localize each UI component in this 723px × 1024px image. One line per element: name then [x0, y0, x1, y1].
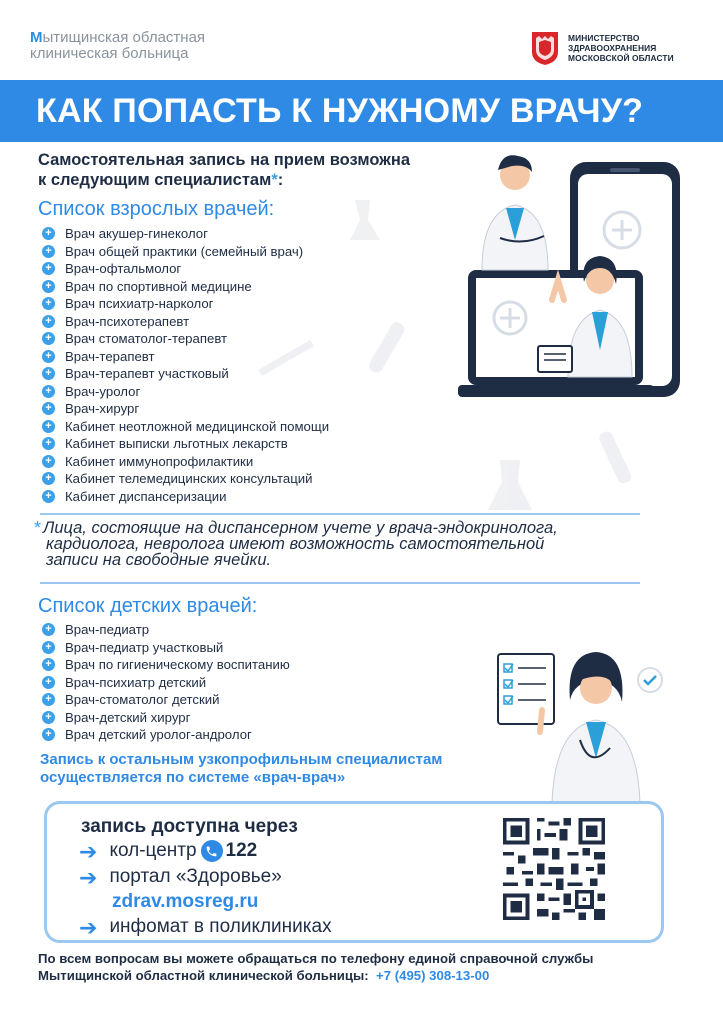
portal-label: портал «Здоровье» [109, 866, 282, 887]
doctor-label: Врач-терапевт [65, 348, 155, 364]
hospital-name-line1-text: ытищинская областная [42, 29, 206, 46]
plus-circle-icon: + [42, 641, 55, 654]
arrow-right-icon: ➔ [79, 864, 98, 890]
list-item [42, 639, 290, 657]
doctor-label: Врач стоматолог-терапевт [65, 331, 228, 347]
plus-circle-icon: + [42, 350, 55, 363]
intro-colon: : [277, 171, 284, 189]
doctor-label: Врач по спортивной медицине [65, 278, 252, 294]
footnote-line3: записи на свободные ячейки. [46, 551, 272, 569]
intro-text [38, 150, 468, 190]
doctor-label: Врач акушер-гинеколог [65, 226, 208, 242]
arrow-right-icon: ➔ [79, 914, 98, 940]
children-doctor-list [42, 621, 290, 744]
plus-circle-icon: + [42, 420, 55, 433]
list-item [42, 674, 290, 692]
moscow-region-emblem-icon [530, 30, 560, 66]
hospital-name [30, 30, 205, 62]
kiosk-line [79, 916, 332, 938]
doctor-label: Врач-уролог [65, 383, 141, 399]
plus-circle-icon: + [42, 385, 55, 398]
doctor-label: Врач-психотерапевт [65, 313, 190, 329]
intro-line1: Самостоятельная запись на прием возможна [38, 151, 411, 169]
plus-circle-icon: + [42, 728, 55, 741]
call-center-line [79, 840, 257, 862]
plus-circle-icon: + [42, 658, 55, 671]
doctor-label: Врач-терапевт участковый [65, 366, 229, 382]
footnote-line1-text: Лица, состоящие на диспансерном учете у врача-эндокринолога, [43, 519, 558, 537]
title-banner [0, 80, 723, 142]
plus-circle-icon: + [42, 693, 55, 706]
list-item [42, 656, 290, 674]
contact-line2-text: Мытищинской областной клинической больницы: [38, 968, 369, 983]
doctor-label: Врач-офтальмолог [65, 261, 182, 277]
doctor-label: Врач-педиатр [65, 622, 150, 638]
contact-info [38, 950, 698, 984]
call-center-number[interactable]: 122 [225, 840, 258, 861]
doctor-label: Врач-стоматолог детский [65, 692, 220, 708]
footnote-line1 [34, 520, 664, 536]
divider-bottom [40, 582, 640, 584]
portal-line [79, 866, 282, 888]
intro-line2 [38, 170, 468, 190]
list-item [42, 691, 290, 709]
doctor-label: Врач-детский хирург [65, 709, 191, 725]
ministry-logo [530, 30, 674, 66]
doctor-label: Кабинет неотложной медицинской помощи [65, 418, 330, 434]
plus-circle-icon: + [42, 711, 55, 724]
doctor-label: Кабинет диспансеризации [65, 488, 227, 504]
adult-list-title: Список взрослых врачей: [38, 198, 275, 220]
decorative-lab-icons [230, 190, 660, 550]
children-list-title: Список детских врачей: [38, 595, 258, 617]
plus-circle-icon: + [42, 262, 55, 275]
doctor-label: Врач детский уролог-андролог [65, 727, 252, 743]
kiosk-label: инфомат в поликлиниках [109, 916, 332, 937]
plus-circle-icon: + [42, 623, 55, 636]
list-item [42, 726, 290, 744]
booking-channels-title: запись доступна через [81, 816, 298, 837]
phone-icon [201, 840, 223, 862]
plus-circle-icon: + [42, 245, 55, 258]
arrow-right-icon: ➔ [79, 838, 98, 864]
referral-note [40, 751, 540, 787]
referral-line1: Запись к остальным узкопрофильным специалистам [40, 751, 443, 768]
call-center-label: кол-центр [109, 840, 197, 861]
page-title: КАК ПОПАСТЬ К НУЖНОМУ ВРАЧУ? [36, 92, 644, 130]
doctor-label: Врач-психиатр детский [65, 674, 207, 690]
footnote-line2: кардиолога, невролога имеют возможность самостоятельной [46, 535, 545, 553]
doctor-label: Врач общей практики (семейный врач) [65, 243, 304, 259]
doctor-label: Врач психиатр-нарколог [65, 296, 214, 312]
plus-circle-icon: + [42, 402, 55, 415]
doctor-label: Кабинет иммунопрофилактики [65, 453, 254, 469]
booking-channels-box [44, 801, 664, 943]
ministry-line3: МОСКОВСКОЙ ОБЛАСТИ [568, 53, 674, 63]
ministry-line2: ЗДРАВООХРАНЕНИЯ [568, 43, 657, 53]
contact-line2 [38, 967, 698, 984]
intro-asterisk: * [271, 171, 278, 189]
referral-line2: осуществляется по системе «врач-врач» [40, 769, 346, 786]
plus-circle-icon: + [42, 676, 55, 689]
intro-line2-text: к следующим специалистам [38, 171, 272, 189]
plus-circle-icon: + [42, 280, 55, 293]
hospital-name-line2: клиническая больница [30, 45, 189, 62]
plus-circle-icon: + [42, 367, 55, 380]
plus-circle-icon: + [42, 472, 55, 485]
hospital-first-letter: М [30, 29, 43, 46]
portal-url-link[interactable]: zdrav.mosreg.ru [112, 891, 259, 912]
divider-top [40, 513, 640, 515]
footnote [34, 520, 664, 568]
plus-circle-icon: + [42, 437, 55, 450]
hospital-name-line1 [30, 30, 205, 46]
list-item [42, 709, 290, 727]
plus-circle-icon: + [42, 455, 55, 468]
plus-circle-icon: + [42, 227, 55, 240]
doctor-label: Врач-педиатр участковый [65, 639, 224, 655]
ministry-text [568, 33, 674, 63]
ministry-line1: МИНИСТЕРСТВО [568, 33, 640, 43]
footnote-asterisk: * [34, 518, 42, 538]
plus-circle-icon: + [42, 315, 55, 328]
qr-code[interactable] [499, 814, 609, 924]
plus-circle-icon: + [42, 297, 55, 310]
list-item [42, 621, 290, 639]
doctor-label: Врач по гигиеническому воспитанию [65, 657, 290, 673]
plus-circle-icon: + [42, 490, 55, 503]
helpline-phone[interactable]: +7 (495) 308-13-00 [376, 968, 490, 983]
doctor-label: Кабинет выписки льготных лекарств [65, 436, 288, 452]
doctor-label: Врач-хирург [65, 401, 140, 417]
contact-line1: По всем вопросам вы можете обращаться по телефону единой справочной службы [38, 951, 594, 966]
doctor-label: Кабинет телемедицинских консультаций [65, 471, 313, 487]
plus-circle-icon: + [42, 332, 55, 345]
